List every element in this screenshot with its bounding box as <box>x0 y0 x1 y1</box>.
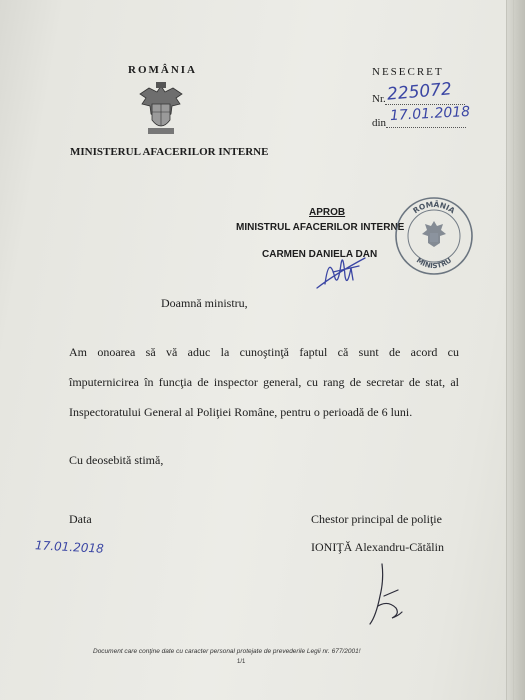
registration-date-line <box>386 127 466 128</box>
approve-label: APROB <box>309 207 346 218</box>
closing-formula: Cu deosebită stimă, <box>69 453 164 467</box>
date-label: Data <box>69 512 92 526</box>
paragraph-line: Am onoarea să vă aduc la cunoştinţă faptul că sunt de acord cu <box>69 345 459 359</box>
official-stamp-icon <box>393 195 475 277</box>
page-number: 1/1 <box>237 659 246 665</box>
page-edge <box>506 0 525 700</box>
minister-signature-icon <box>305 244 375 292</box>
paragraph-line: Inspectoratului General al Poliţiei Române, pentru o perioadă de 6 luni. <box>69 405 413 419</box>
handwritten-date: 17.01.2018 <box>34 538 105 556</box>
signer-name: IONIŢĂ Alexandru-Cătălin <box>311 540 444 554</box>
approver-name: CARMEN DANIELA DAN <box>262 249 378 260</box>
letter-paragraph <box>69 337 459 427</box>
classification-label: NESECRET <box>372 66 444 78</box>
registration-number-label: Nr. <box>372 93 386 105</box>
registration-number-value: 225072 <box>386 79 453 105</box>
salutation: Doamnă ministru, <box>161 296 248 310</box>
registration-date-value: 17.01.2018 <box>389 103 471 125</box>
signer-signature-icon <box>362 560 408 630</box>
approver-title: MINISTRUL AFACERILOR INTERNE <box>236 222 405 233</box>
svg-text:MINISTRU <box>415 256 454 270</box>
stamp-bottom-text: MINISTRU <box>414 256 454 271</box>
signer-rank: Chestor principal de poliţie <box>311 512 442 526</box>
stamp-top-text: ROMÂNIA <box>411 199 457 216</box>
personal-data-notice: Document care conţine date cu caracter personal protejate de prevederile Legii nr. 677/2001! <box>93 648 361 655</box>
coat-of-arms-icon <box>138 80 184 140</box>
paragraph-line: împuternicirea în funcţia de inspector general, cu rang de secretar de stat, al <box>69 375 459 389</box>
registration-date-label: din <box>372 117 387 129</box>
ministry-heading: MINISTERUL AFACERILOR INTERNE <box>70 146 269 158</box>
country-heading: ROMÂNIA <box>128 64 197 76</box>
